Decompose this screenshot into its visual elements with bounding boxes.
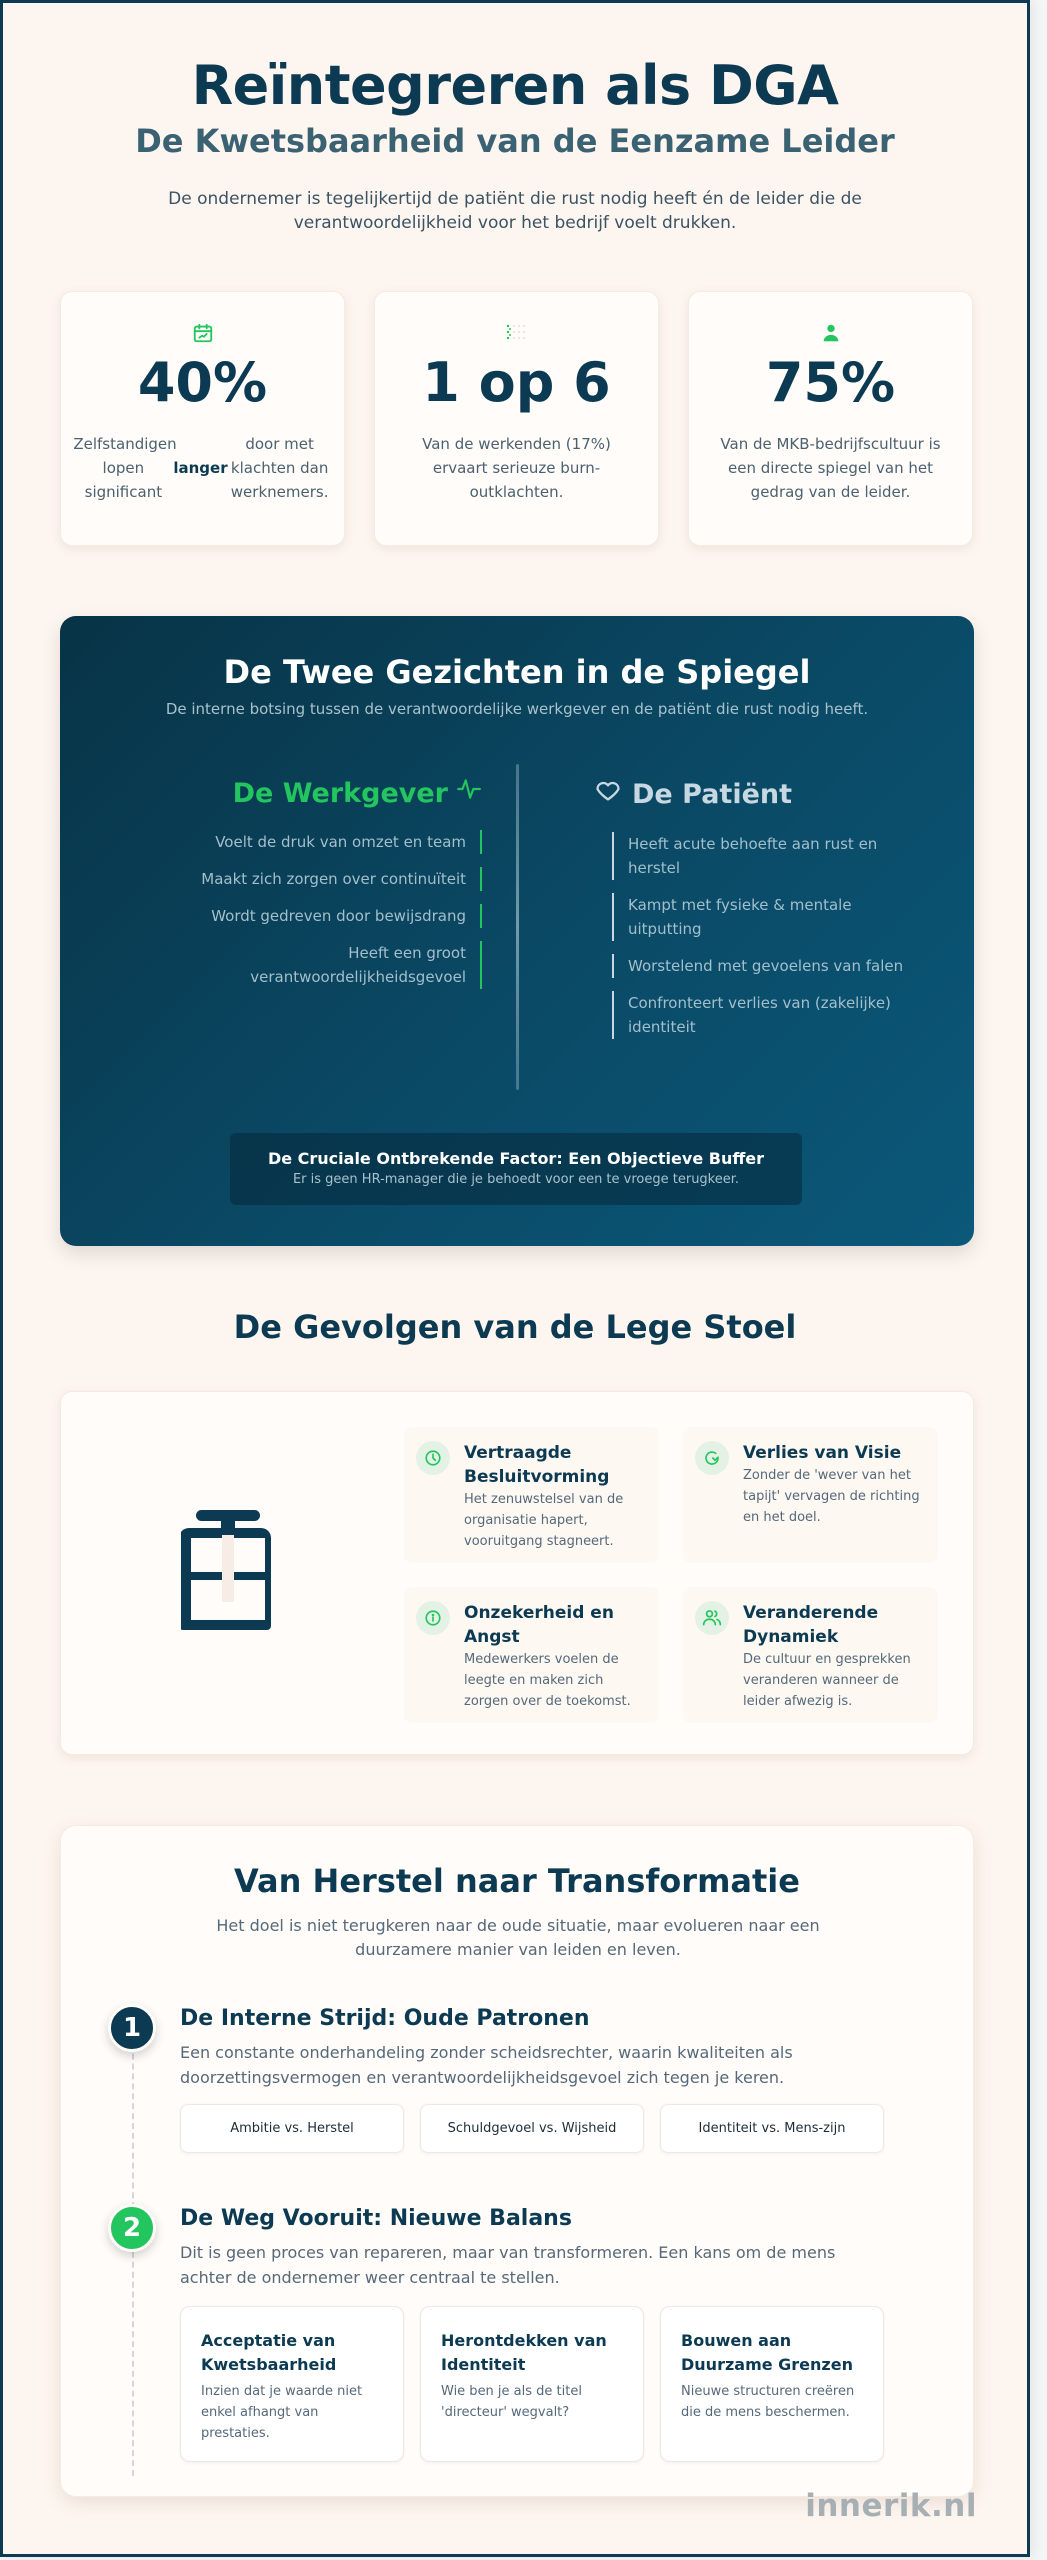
buffer-subtitle: Er is geen HR-manager die je behoedt voor een te vroege terugkeer.	[292, 1172, 740, 1187]
list-item: Heeft een groot verantwoordelijkheidsgevoel	[120, 941, 482, 989]
employer-list	[120, 830, 482, 989]
calendar-icon	[61, 318, 344, 348]
users-icon	[695, 1601, 729, 1635]
patient-heading: De Patiënt	[594, 776, 912, 814]
employer-heading: De Werkgever	[120, 776, 482, 812]
buffer-title: De Cruciale Ontbrekende Factor: Een Objectieve Buffer	[267, 1149, 765, 1168]
heart-icon	[594, 776, 622, 814]
page-title: Reïntegreren als DGA	[191, 54, 839, 117]
brand-watermark: innerik.nl	[805, 2488, 977, 2524]
consequences-title: De Gevolgen van de Lege Stoel	[233, 1308, 797, 1346]
step-number-badge: 2	[108, 2204, 156, 2252]
tension-pill: Identiteit vs. Mens-zijn	[660, 2104, 884, 2153]
transformation-card	[60, 1825, 974, 2497]
step-title: De Interne Strijd: Oude Patronen	[180, 2006, 590, 2031]
balance-card: Herontdekken van Identiteit Wie ben je als de titel 'directeur' wegvalt?	[420, 2306, 644, 2462]
consequences-card	[60, 1391, 974, 1755]
consequence-item: Vertraagde Besluitvorming Het zenuwstelsel van de organisatie hapert, vooruitgang stagneert.	[404, 1427, 659, 1563]
list-item: Heeft acute behoefte aan rust en herstel	[612, 832, 912, 880]
stat-description: Zelfstandigen lopen significant langer door met klachten dan werknemers.	[73, 435, 329, 501]
consequence-item: Onzekerheid en Angst Medewerkers voelen de leegte en maken zich zorgen over de toekomst.	[404, 1587, 659, 1723]
step-description: Een constante onderhandeling zonder scheidsrechter, waarin kwaliteiten als doorzettingsvermogen en verantwoordelijkheidsgevoel zich tegen je keren.	[180, 2043, 793, 2087]
step-title: De Weg Vooruit: Nieuwe Balans	[180, 2206, 572, 2231]
user-icon	[689, 318, 972, 348]
balance-card: Bouwen aan Duurzame Grenzen Nieuwe structuren creëren die de mens beschermen.	[660, 2306, 884, 2462]
section-title: De Twee Gezichten in de Spiegel	[223, 653, 811, 691]
patient-column	[612, 776, 912, 1052]
consequence-item: Veranderende Dynamiek De cultuur en gesprekken veranderen wanneer de leider afwezig is.	[683, 1587, 938, 1723]
mirror-divider	[516, 764, 519, 1090]
list-item: Kampt met fysieke & mentale uitputting	[612, 893, 912, 941]
tension-pills	[180, 2104, 890, 2153]
list-item: Wordt gedreven door bewijsdrang	[120, 904, 482, 928]
stats-row	[60, 291, 974, 546]
info-icon	[416, 1601, 450, 1635]
stat-value: 75%	[765, 351, 896, 414]
section-subtitle: De interne botsing tussen de verantwoordelijke werkgever en de patiënt die rust nodig heeft.	[165, 700, 869, 718]
two-faces-section	[60, 616, 974, 1246]
patient-list	[612, 832, 912, 1039]
clock-icon	[416, 1441, 450, 1475]
pulse-icon	[456, 776, 482, 812]
tension-pill: Ambitie vs. Herstel	[180, 2104, 404, 2153]
refresh-icon	[695, 1441, 729, 1475]
buffer-callout	[230, 1133, 802, 1205]
step-description: Dit is geen proces van repareren, maar van transformeren. Een kans om de mens achter de ondernemer weer centraal te stellen.	[180, 2243, 836, 2287]
stat-description: Van de werkenden (17%) ervaart serieuze burn-outklachten.	[422, 435, 611, 501]
balance-cards	[180, 2306, 890, 2462]
list-item: Voelt de druk van omzet en team	[120, 830, 482, 854]
consequence-item: Verlies van Visie Zonder de 'wever van het tapijt' vervagen de richting en het doel.	[683, 1427, 938, 1563]
step-number-badge: 1	[108, 2004, 156, 2052]
balance-card: Acceptatie van Kwetsbaarheid Inzien dat je waarde niet enkel afhangt van prestaties.	[180, 2306, 404, 2462]
dot-grid-icon	[375, 318, 658, 348]
employer-column	[120, 776, 482, 1002]
empty-chair-icon	[181, 1510, 281, 1636]
section-subtitle: Het doel is niet terugkeren naar de oude situatie, maar evolueren naar een duurzamere manier van leiden en leven.	[216, 1916, 820, 1959]
intro-text: De ondernemer is tegelijkertijd de patiënt die rust nodig heeft én de leider die de verantwoordelijkheid voor het bedrijf voelt drukken.	[168, 189, 862, 233]
stat-card-burnout	[374, 291, 659, 546]
stat-value: 40%	[137, 351, 268, 414]
page-subtitle: De Kwetsbaarheid van de Eenzame Leider	[135, 122, 895, 160]
stat-card-culture	[688, 291, 973, 546]
list-item: Worstelend met gevoelens van falen	[612, 954, 912, 978]
stat-description: Van de MKB-bedrijfscultuur is een directe spiegel van het gedrag van de leider.	[720, 435, 941, 501]
consequences-grid	[404, 1427, 944, 1723]
list-item: Confronteert verlies van (zakelijke) identiteit	[612, 991, 912, 1039]
stat-value: 1 op 6	[422, 351, 611, 414]
section-title: Van Herstel naar Transformatie	[234, 1862, 800, 1900]
stat-card-longer-sick	[60, 291, 345, 546]
tension-pill: Schuldgevoel vs. Wijsheid	[420, 2104, 644, 2153]
list-item: Maakt zich zorgen over continuïteit	[120, 867, 482, 891]
